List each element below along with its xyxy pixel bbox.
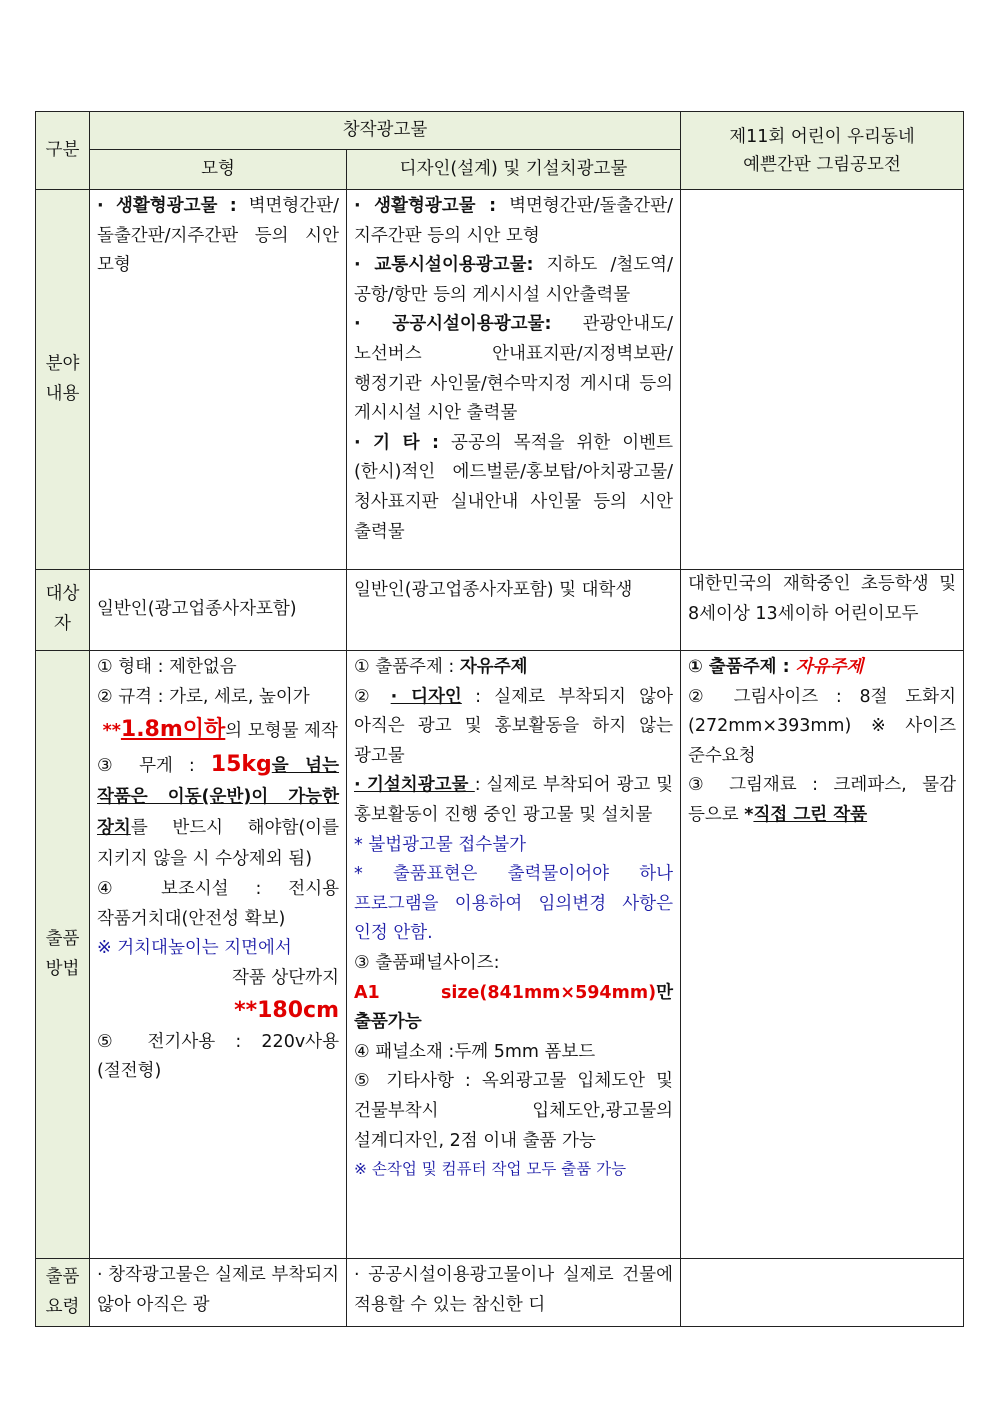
method-design-cell: ① 출품주제 : 자유주제 ② · 디자인 : 실제로 부착되지 않아 아직은 광고 및 홍보활동을 하지 않는 광고물 · 기설치광고물 : 실제로 부착되어 광고 및 홍보활동이 진행 중인 광고물 및 설치물 * 불법광고물 접수불가 * 출품표현은 출력물이어야 하나 프로그램을 이용하여 임의변경 사항은 인정 안함. ③ 출품패널사이즈: A1 size(841mm×594mm)만 출품가능 ④ 패널소재 :두께 5mm 폼보드 ⑤ 기타사항 : 옥외광고물 입체도안 및 건물부착시 입체도안,광고물의 설계디자인, 2점 이내 출품 가능 ※ 손작업 및 컴퓨터 작업 모두 출품 가능 (347, 651, 681, 1259)
row-label-guide: 출품 요령 (36, 1259, 90, 1327)
method-contest-cell: ① 출품주제 : 자유주제 ② 그림사이즈 : 8절 도화지(272mm×393mm)※사이즈 준수요청 ③ 그림재료 : 크레파스, 물감 등으로 *직접 그린 작품 (681, 651, 964, 1259)
guide-model-cell: · 창작광고물은 실제로 부착되지 않아 아직은 광 (90, 1259, 347, 1327)
row-label-method: 출품 방법 (36, 651, 90, 1259)
row-label-target: 대상 자 (36, 570, 90, 651)
field-contest-cell (681, 190, 964, 570)
header-changjak: 창작광고물 (90, 112, 681, 150)
header-design: 디자인(설계) 및 기설치광고물 (347, 150, 681, 190)
target-design-cell: 일반인(광고업종사자포함) 및 대학생 (347, 570, 681, 651)
header-model: 모형 (90, 150, 347, 190)
header-gubun: 구분 (36, 112, 90, 190)
row-label-field: 분야 내용 (36, 190, 90, 570)
target-contest-cell: 대한민국의 재학중인 초등학생 및 8세이상 13세이하 어린이모두 (681, 570, 964, 651)
target-model-cell: 일반인(광고업종사자포함) (90, 570, 347, 651)
field-design-cell: · 생활형광고물 : 벽면형간판/돌출간판/지주간판 등의 시안 모형 · 교통시설이용광고물: 지하도 /철도역/공항/항만 등의 게시시설 시안출력물 · 공공시설이용광고물: 관광안내도/노선버스 안내표지판/지정벽보판/행정기관 사인물/현수막지정 게시대 등의 게시시설 시안 출력물 · 기 타 : 공공의 목적을 위한 이벤트(한시)적인 에드벌룬/홍보탑/아치광고물/청사표지판 실내안내 사인물 등의 시안 출력물 (347, 190, 681, 570)
field-model-cell: · 생활형광고물 : 벽면형간판/돌출간판/지주간판 등의 시안 모형 (90, 190, 347, 570)
guide-design-cell: · 공공시설이용광고물이나 실제로 건물에 적용할 수 있는 참신한 디 (347, 1259, 681, 1327)
contest-requirements-table (35, 111, 964, 1327)
method-model-cell: ① 형태 : 제한없음 ② 규격 : 가로, 세로, 높이가 **1.8m이하의 모형물 제작 ③ 무게 : 15kg을 넘는 작품은 이동(운반)이 가능한 장치를 반드시 해야함(이를 지키지 않을 시 수상제외 됨) ④ 보조시설 : 전시용 작품거치대(안전성 확보) ※ 거치대높이는 지면에서 작품 상단까지 **180cm ⑤ 전기사용 : 220v사용(절전형) (90, 651, 347, 1259)
guide-contest-cell (681, 1259, 964, 1327)
header-contest: 제11회 어린이 우리동네 예쁜간판 그림공모전 (681, 112, 964, 190)
